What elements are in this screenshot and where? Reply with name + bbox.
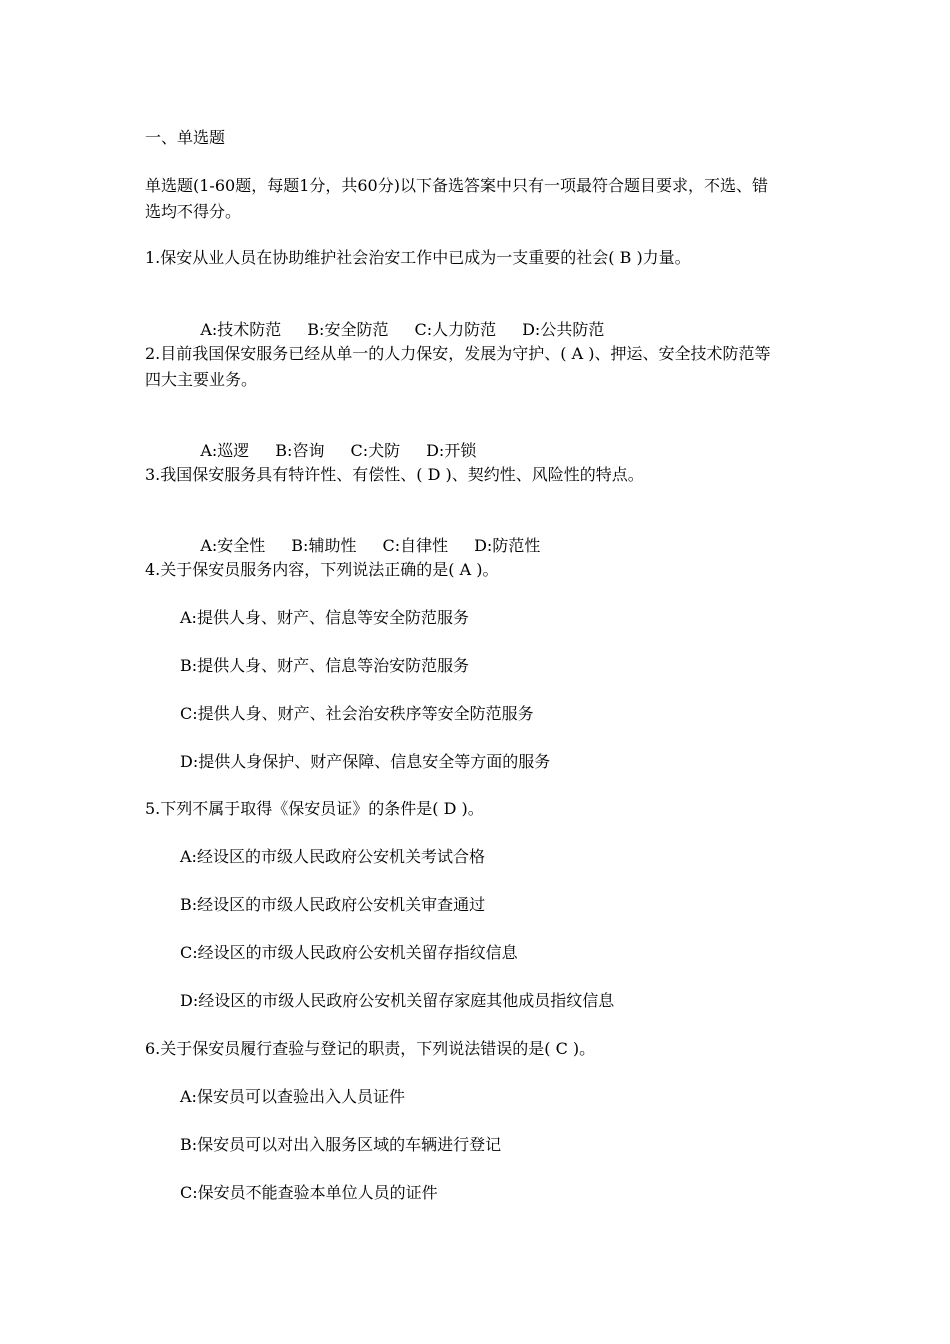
question-6-option-c: C:保安员不能查验本单位人员的证件 (180, 1183, 438, 1202)
question-5-option-d: D:经设区的市级人民政府公安机关留存家庭其他成员指纹信息 (180, 991, 615, 1010)
question-1-option-a: A:技术防范 (200, 320, 282, 339)
question-2-options (180, 415, 477, 460)
question-6-option-a: A:保安员可以查验出入人员证件 (180, 1087, 405, 1106)
section-intro-line-1: 单选题(1-60题，每题1分，共60分)以下备选答案中只有一项最符合题目要求，不选、错 (145, 176, 768, 195)
question-5-option-a: A:经设区的市级人民政府公安机关考试合格 (180, 847, 485, 866)
question-3-option-c: C:自律性 (382, 536, 449, 555)
section-title: 一、单选题 (145, 128, 226, 147)
question-1-option-d: D:公共防范 (522, 320, 605, 339)
question-3-text: 3.我国保安服务具有特许性、有偿性、( D )、契约性、风险性的特点。 (145, 465, 644, 484)
question-2-text-line-1: 2.目前我国保安服务已经从单一的人力保安，发展为守护、( A )、押运、安全技术防范等 (145, 344, 771, 363)
question-1-option-b: B:安全防范 (307, 320, 389, 339)
question-6-option-b: B:保安员可以对出入服务区域的车辆进行登记 (180, 1135, 502, 1154)
question-5-option-b: B:经设区的市级人民政府公安机关审查通过 (180, 895, 486, 914)
question-2-option-d: D:开锁 (426, 441, 477, 460)
section-intro-line-2: 选均不得分。 (145, 202, 242, 221)
question-5-text: 5.下列不属于取得《保安员证》的条件是( D )。 (145, 799, 484, 818)
question-4-option-b: B:提供人身、财产、信息等治安防范服务 (180, 656, 470, 675)
question-1-options (180, 294, 605, 339)
question-3-option-d: D:防范性 (474, 536, 541, 555)
question-4-option-c: C:提供人身、财产、社会治安秩序等安全防范服务 (180, 704, 534, 723)
question-1-option-c: C:人力防范 (414, 320, 497, 339)
question-6-text: 6.关于保安员履行查验与登记的职责，下列说法错误的是( C )。 (145, 1039, 596, 1058)
question-2-option-c: C:犬防 (350, 441, 401, 460)
question-3-option-a: A:安全性 (200, 536, 266, 555)
question-5-option-c: C:经设区的市级人民政府公安机关留存指纹信息 (180, 943, 518, 962)
question-2-option-b: B:咨询 (275, 441, 325, 460)
question-3-option-b: B:辅助性 (291, 536, 357, 555)
question-3-options (180, 510, 541, 555)
question-2-text-line-2: 四大主要业务。 (145, 370, 258, 389)
question-4-text: 4.关于保安员服务内容，下列说法正确的是( A )。 (145, 560, 499, 579)
question-1-text: 1.保安从业人员在协助维护社会治安工作中已成为一支重要的社会( B )力量。 (145, 248, 691, 267)
question-4-option-d: D:提供人身保护、财产保障、信息安全等方面的服务 (180, 752, 551, 771)
question-4-option-a: A:提供人身、财产、信息等安全防范服务 (180, 608, 469, 627)
question-2-option-a: A:巡逻 (200, 441, 250, 460)
